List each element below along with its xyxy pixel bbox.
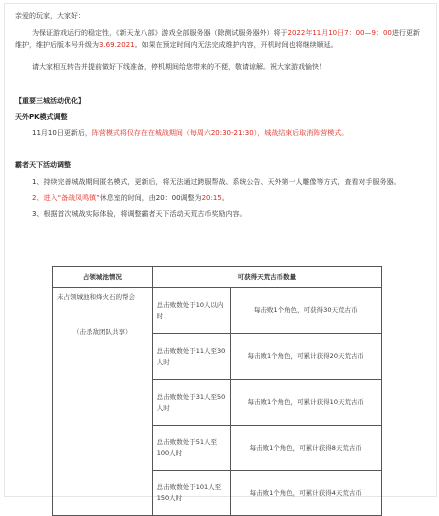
condition-cell: 总击败数处于31人至50人时 <box>152 380 230 426</box>
pk-mode-title: 天外PK模式调整 <box>15 113 68 121</box>
maintenance-paragraph <box>15 27 425 51</box>
maintenance-text-b: 进行更新维护，维护后版本号升级为 <box>15 29 420 49</box>
section-title: 【重要三城活动优化】 <box>15 97 85 105</box>
pk-mode-paragraph <box>15 127 425 139</box>
condition-cell: 总击败数处于10人以内时 <box>152 288 230 334</box>
reward-cell: 每击败1个角色，可累计获得20天荒古币 <box>230 334 381 380</box>
header-reward: 可获得天荒古币数量 <box>152 267 381 288</box>
notice-paragraph: 请大家相互转告并提前做好下线准备，停机期间给您带来的不便，敬请谅解。祝大家游戏愉快！ <box>32 63 326 71</box>
overlord-title: 霸者天下活动调整 <box>15 161 71 169</box>
condition-cell: 总击败数处于51人至100人时 <box>152 426 230 471</box>
item2-text-d: 由20：00调整为 <box>148 194 202 202</box>
item2-new-time: 20:15 <box>201 194 222 202</box>
item2-lounge-name: “备战凤鸣镇” <box>57 194 100 202</box>
item2-text-c: 休息室的时间， <box>99 194 149 202</box>
reward-cell: 每击败1个角色，可累计获得10天荒古币 <box>230 380 381 426</box>
pk-mode-text-a: 11月10日更新后， <box>32 129 92 137</box>
maintenance-text-a: 为保证游戏运行的稳定性，《新天龙八部》游戏全部服务器（除测试服务器外）将于 <box>32 29 288 37</box>
group-label-line2: （击杀敌团队共享） <box>73 328 132 336</box>
condition-cell: 总击败数处于101人至150人时 <box>152 471 230 516</box>
maintenance-text-c: 。如果在预定时间内无法完成维护内容，开机时间也将继续顺延。 <box>134 41 338 49</box>
header-occupation: 占领城池情况 <box>53 267 153 288</box>
reward-table <box>52 266 382 516</box>
group-label-line1: 未占领城池和烽火石的帮会 <box>57 293 135 301</box>
greeting: 亲爱的玩家，大家好： <box>15 12 85 20</box>
maintenance-date: 2022年11月10日7：00—9：00 <box>287 29 392 37</box>
reward-cell: 每击败1个角色，可累计获得4天荒古币 <box>230 471 381 516</box>
group-label-cell <box>53 288 153 516</box>
overlord-item-1: 1、持续完善城战期间匿名模式，更新后，将无法通过跨服帮战、系统公告、天外第一人雕像等方式，查看对手服务器。 <box>32 178 401 186</box>
announcement-body <box>15 10 425 220</box>
reward-cell: 每击败1个角色，可累计获得8天荒古币 <box>230 426 381 471</box>
item2-text-f: 。 <box>221 194 229 202</box>
overlord-item-2 <box>15 192 425 204</box>
overlord-item-3: 3、根据首次城战实际体验，将调整霸者天下活动天荒古币奖励内容。 <box>32 210 247 218</box>
condition-cell: 总击败数处于11人至30人时 <box>152 334 230 380</box>
pk-mode-highlight: 阵营模式将仅存在在城战期间（每周六20:30-21:30），城战结束后取消阵营模式。 <box>91 129 349 137</box>
version-number: 3.69.2021 <box>99 41 135 49</box>
item2-text-a: 2、进入 <box>32 194 58 202</box>
reward-cell: 每击败1个角色，可获得30天荒古币 <box>230 288 381 334</box>
table-row <box>53 288 382 334</box>
reward-table-header-row <box>53 267 382 288</box>
